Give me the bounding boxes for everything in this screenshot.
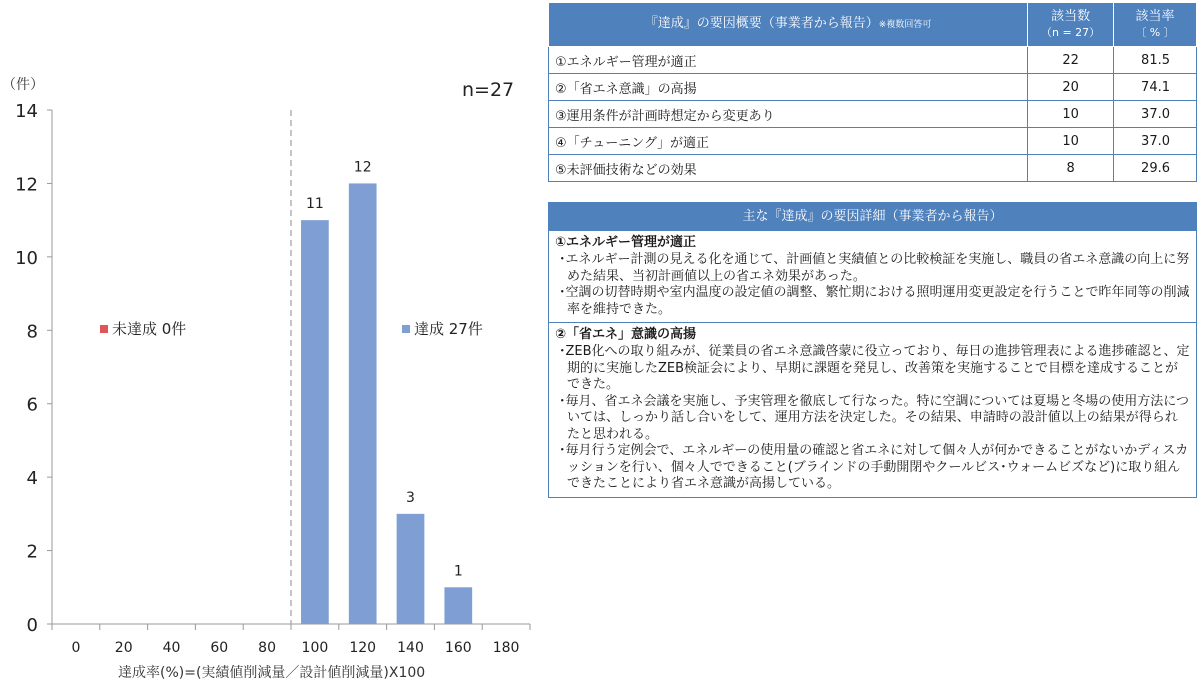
detail-section-energy-management bbox=[549, 231, 1196, 322]
detail-title: 主な『達成』の要因詳細（事業者から報告） bbox=[549, 203, 1196, 231]
detail-panel bbox=[548, 202, 1197, 498]
table-row bbox=[549, 74, 1197, 101]
y-tick-label: 0 bbox=[26, 615, 38, 636]
x-axis-title: 達成率(%)=(実績値削減量／設計値削減量)X100 bbox=[118, 665, 426, 679]
bars bbox=[301, 159, 472, 624]
list-item: ･ZEB化への取り組みが、従業員の省エネ意識啓蒙に役立っており、毎日の進捗管理表による進捗確認と、定期的に実施したZEB検証会により、早期に課題を発見し、改善策を実施することで目標を達成することができた。 bbox=[559, 344, 1190, 392]
section-heading: ②「省エネ」意識の高揚 bbox=[555, 327, 697, 342]
row-rate: 29.6 bbox=[1114, 155, 1197, 182]
row-count: 10 bbox=[1028, 101, 1114, 128]
row-label: ①エネルギー管理が適正 bbox=[549, 47, 1028, 74]
x-tick-label: 60 bbox=[210, 640, 229, 656]
detail-section-awareness bbox=[549, 322, 1196, 497]
section-heading: ①エネルギー管理が適正 bbox=[555, 235, 697, 250]
x-tick-label: 140 bbox=[397, 640, 424, 656]
row-count: 10 bbox=[1028, 128, 1114, 155]
row-label: ②「省エネ意識」の高揚 bbox=[549, 74, 1028, 101]
row-label: ③運用条件が計画時想定から変更あり bbox=[549, 101, 1028, 128]
bar bbox=[301, 220, 329, 624]
y-tick-label: 8 bbox=[26, 321, 38, 343]
row-rate: 37.0 bbox=[1114, 101, 1197, 128]
list-item: ･空調の切替時期や室内温度の設定値の調整、繁忙期における照明運用変更設定を行うことで昨年同等の削減率を維持できた。 bbox=[559, 285, 1190, 317]
row-rate: 81.5 bbox=[1114, 47, 1197, 74]
y-tick-label: 14 bbox=[15, 101, 38, 122]
bar-data-label: 11 bbox=[305, 196, 324, 213]
row-rate: 37.0 bbox=[1114, 128, 1197, 155]
summary-table-wrap bbox=[548, 2, 1197, 182]
y-tick-label: 6 bbox=[26, 394, 38, 416]
bar bbox=[349, 183, 377, 624]
row-label: ⑤未評価技術などの効果 bbox=[549, 155, 1028, 182]
row-count: 8 bbox=[1028, 155, 1114, 182]
sample-size-label: n=27 bbox=[462, 79, 515, 101]
x-tick-label: 80 bbox=[258, 640, 277, 656]
y-tick-label: 4 bbox=[26, 468, 38, 490]
x-tick-label: 160 bbox=[444, 640, 472, 656]
y-axis bbox=[15, 101, 52, 636]
x-tick-label: 20 bbox=[114, 640, 133, 656]
summary-table bbox=[548, 2, 1197, 182]
y-unit-label: （件） bbox=[2, 77, 44, 93]
bar bbox=[444, 587, 472, 624]
list-item: ･毎月、省エネ会議を実施し、予実管理を徹底して行なった。特に空調については夏場と冬場の使用方法については、しっかり話し合いをして、運用方法を決定した。その結果、申請時の設計値以上の結果が得られたと思われる。 bbox=[559, 393, 1189, 442]
table-row bbox=[549, 155, 1197, 182]
bar-data-label: 1 bbox=[453, 563, 463, 580]
summary-header-note: ※複数回答可 bbox=[878, 20, 932, 30]
bar bbox=[397, 514, 425, 624]
bar-data-label: 3 bbox=[406, 489, 415, 506]
table-row bbox=[549, 128, 1197, 155]
row-rate: 74.1 bbox=[1114, 74, 1197, 101]
legend-label: 未達成 0件 bbox=[112, 320, 187, 338]
y-tick-label: 12 bbox=[15, 174, 38, 196]
x-tick-label: 120 bbox=[349, 640, 377, 656]
x-tick-label: 40 bbox=[162, 640, 181, 656]
legend-swatch bbox=[402, 325, 410, 333]
y-tick-label: 10 bbox=[15, 247, 38, 269]
row-count: 20 bbox=[1028, 74, 1114, 101]
x-tick-label: 0 bbox=[71, 640, 81, 656]
table-row bbox=[549, 47, 1197, 74]
achievement-bar-chart bbox=[0, 0, 540, 679]
bar-data-label: 12 bbox=[353, 159, 372, 176]
row-count: 22 bbox=[1028, 47, 1114, 74]
summary-header-title: 『達成』の要因概要（事業者から報告）※複数回答可 bbox=[549, 3, 1028, 47]
x-tick-label: 180 bbox=[492, 640, 520, 656]
legend-swatch bbox=[100, 325, 108, 333]
x-tick-label: 100 bbox=[301, 640, 329, 656]
row-label: ④「チューニング」が適正 bbox=[549, 128, 1028, 155]
count-column-header: 該当数 （n = 27） bbox=[1028, 3, 1114, 47]
legend-label: 達成 27件 bbox=[414, 320, 483, 338]
list-item: ･毎月行う定例会で、エネルギーの使用量の確認と省エネに対して個々人が何かできることがないかディスカッションを行い、個々人でできること(ブラインドの手動開閉やクールビス･ウォームビズなど)に取り組んできたことにより省エネ意識が高揚している。 bbox=[559, 443, 1189, 491]
table-row bbox=[549, 101, 1197, 128]
list-item: ･エネルギー計測の見える化を通じて、計画値と実績値との比較検証を実施し、職員の省エネ意識の向上に努めた結果、当初計画値以上の省エネ効果があった。 bbox=[559, 252, 1190, 284]
y-tick-label: 2 bbox=[26, 541, 38, 563]
rate-column-header: 該当率 〔 % 〕 bbox=[1114, 3, 1197, 47]
